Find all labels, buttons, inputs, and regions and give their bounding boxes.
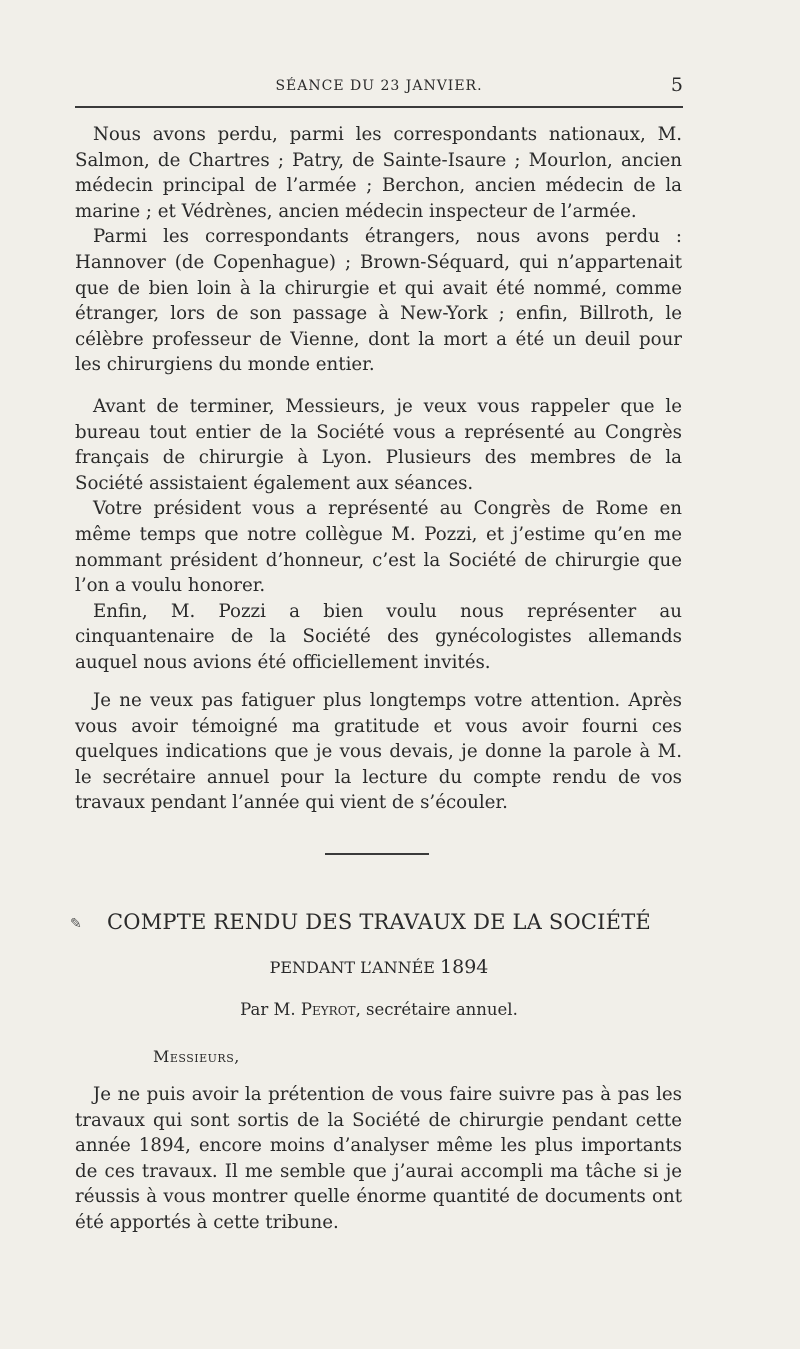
section-title: COMPTE RENDU DES TRAVAUX DE LA SOCIÉTÉ [107,910,651,934]
section-subtitle [75,956,683,978]
paragraph-closing: Je ne veux pas fatiguer plus longtemps votre attention. Après vous avoir témoigné ma gratitude et vous avoir fourni ces quelques indications que je vous devais, je donne la parole à M. le secrétaire annuel pour la lecture du compte rendu de vos travaux pendant l’année qui vient de s’écouler. [75,690,682,814]
section-divider [325,853,429,855]
paragraph-lyon-congress: Avant de terminer, Messieurs, je veux vous rappeler que le bureau tout entier de la Société vous a représenté au Congrès français de chirurgie à Lyon. Plusieurs des membres de la Société assistaient également aux séances. [75,396,682,494]
header-rule [75,106,683,108]
running-title: SÉANCE DU 23 JANVIER. [275,78,483,94]
paragraph-pozzi: Enfin, M. Pozzi a bien voulu nous représenter au cinquantenaire de la Société des gynécologistes allemands auquel nous avions été officiellement invités. [75,600,682,673]
paragraph-report-opening: Je ne puis avoir la prétention de vous faire suivre pas à pas les travaux qui sont sortis de la Société de chirurgie pendant cette année 1894, encore moins d’analyser même les plus importants de ces travaux. Il me semble que j’aurai accompli ma tâche si je réussis à vous montrer quelle énorme quantité de documents ont été apportés à cette tribune. [75,1084,682,1233]
subtitle-year: 1894 [440,956,489,978]
paragraph-deceased-national: Nous avons perdu, parmi les correspondants nationaux, M. Salmon, de Chartres ; Patry, de Sainte-Isaure ; Mourlon, ancien médecin principal de l’armée ; Berchon, ancien médecin de la marine ; et Védrènes, ancien médecin inspecteur de l’armée. [75,124,682,222]
byline-suffix: , secrétaire annuel. [355,1000,518,1019]
paragraph-rome-congress: Votre président vous a représenté au Congrès de Rome en même temps que notre collègue M. Pozzi, et j’estime qu’en me nommant président d’honneur, c’est la Société de chirurgie que l’on a voulu honorer. [75,498,682,597]
body-section-middle [75,394,682,676]
subtitle-prefix: PENDANT L’ANNÉE [269,958,435,977]
salutation: Messieurs, [153,1047,240,1066]
byline-author: Peyrot [300,1000,356,1019]
byline [75,1000,683,1019]
page-number: 5 [670,74,683,96]
margin-mark-icon: ✎ [70,916,82,932]
paragraph-deceased-foreign: Parmi les correspondants étrangers, nous avons perdu : Hannover (de Copenhague) ; Brown-Séquard, qui n’appartenait que de bien loin à la chirurgie et qui avait été nommé, comme étranger, lors de son passage à New-York ; enfin, Billroth, le célèbre professeur de Vienne, dont la mort a été un deuil pour les chirurgiens du monde entier. [75,226,682,376]
body-section-top [75,122,682,378]
body-section-report [75,1082,682,1236]
byline-prefix: Par M. [240,1000,296,1019]
running-head [75,76,683,98]
body-section-closing [75,688,682,816]
